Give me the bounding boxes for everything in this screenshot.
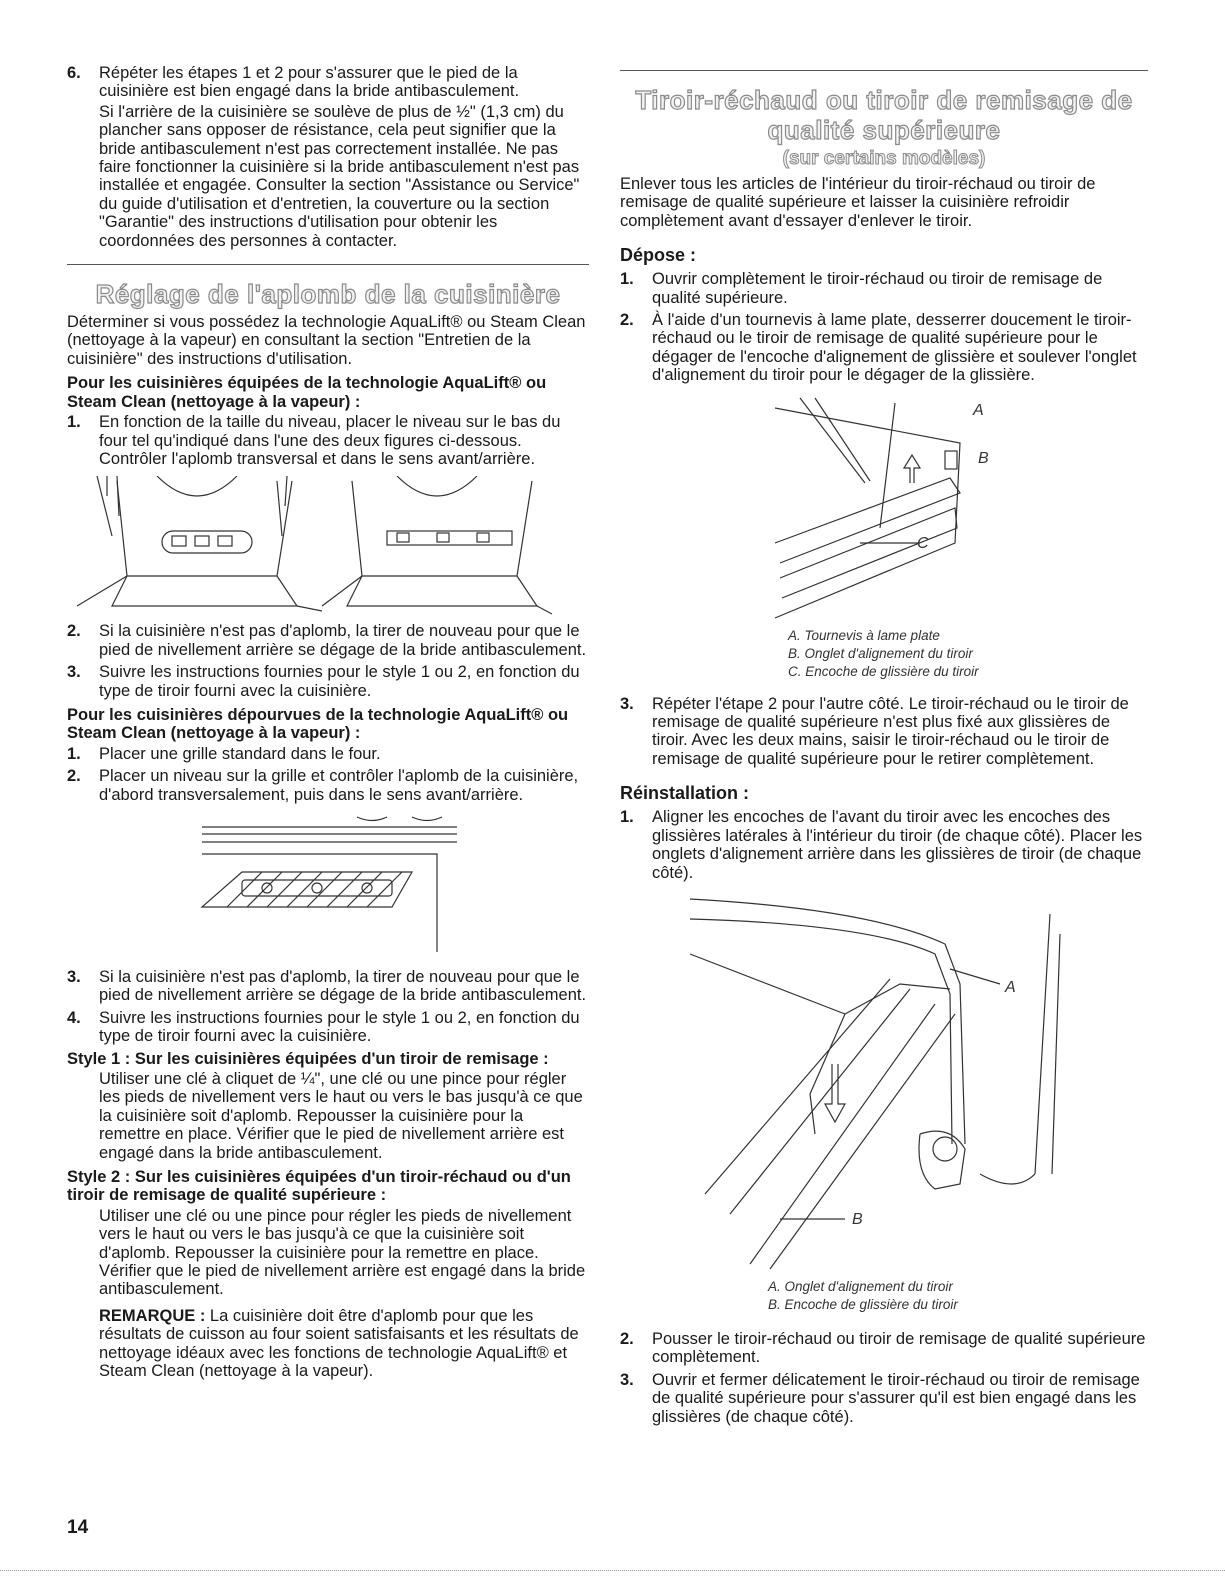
step-text: Suivre les instructions fournies pour le style 1 ou 2, en fonction du type de tiroir fourni avec la cuisinière.	[99, 1008, 580, 1046]
step-number: 2.	[620, 1329, 634, 1348]
list-item	[620, 1330, 1148, 1367]
step-number: 1.	[620, 808, 634, 827]
step-text: Ouvrir et fermer délicatement le tiroir-réchaud ou tiroir de remisage de qualité supérieure pour s'assurer qu'il est bien engagé dans les glissières (de chaque côté).	[652, 1370, 1140, 1426]
list-item	[67, 968, 589, 1005]
step-number: 2.	[67, 622, 81, 641]
remark-text: La cuisinière doit être d'aplomb pour que les résultats de cuisson au four soient satisfaisants et les résultats de nettoyage idéaux avec les fonctions de technologie AquaLift® et Steam Clean (nettoyage à la vapeur).	[99, 1306, 579, 1381]
right-column	[620, 70, 1148, 1426]
figure2-captions	[620, 1278, 1148, 1314]
drawer-title-line1: Tiroir-réchaud ou tiroir de remisage de	[635, 85, 1133, 115]
step-6	[67, 64, 589, 250]
page-bottom-divider	[0, 1570, 1225, 1571]
step-number: 1.	[67, 744, 81, 763]
list-item	[67, 413, 589, 468]
step-number: 3.	[67, 663, 81, 682]
list-item	[67, 1009, 589, 1046]
list-item	[620, 695, 1148, 769]
section-divider	[67, 264, 589, 265]
step-number: 2.	[620, 311, 634, 330]
step-text: Placer un niveau sur la grille et contrôler l'aplomb de la cuisinière, d'abord transversalement, puis dans le sens avant/arrière.	[99, 767, 579, 804]
list-item	[620, 1371, 1148, 1426]
caption: A. Onglet d'alignement du tiroir	[768, 1278, 953, 1294]
step-text: Ouvrir complètement le tiroir-réchaud ou tiroir de remisage de qualité supérieure.	[652, 270, 1103, 307]
step-number: 2.	[67, 767, 81, 786]
step-number: 3.	[620, 1370, 634, 1389]
caption: C. Encoche de glissière du tiroir	[788, 663, 979, 679]
remark-label: REMARQUE :	[99, 1306, 206, 1325]
drawer-reinstall-illustration	[620, 894, 1148, 1274]
step-number: 3.	[67, 967, 81, 986]
step-text: Pousser le tiroir-réchaud ou tiroir de remisage de qualité supérieure complètement.	[652, 1329, 1146, 1367]
drawer-intro: Enlever tous les articles de l'intérieur du tiroir-réchaud ou tiroir de remisage de qualité supérieure et laisser la cuisinière refroidir complètement avant d'essayer d'enlever le tiroir.	[620, 175, 1096, 230]
style2-heading: Style 2 : Sur les cuisinières équipées d'un tiroir-réchaud ou d'un tiroir de remisage de qualité supérieure :	[67, 1168, 571, 1205]
label-a: A	[973, 401, 984, 419]
step-number: 1.	[67, 413, 81, 432]
step-text: Aligner les encoches de l'avant du tiroir avec les encoches des glissières latérales à l'intérieur du tiroir (de chaque côté). Placer les onglets d'alignement arrière dans les glissières de tiroir (de chaque côté).	[652, 808, 1143, 882]
step-text: Répéter les étapes 1 et 2 pour s'assurer que le pied de la cuisinière est bien engagé dans la bride antibasculement.	[99, 64, 520, 101]
rack-level-illustration	[67, 812, 587, 962]
list-item	[67, 767, 589, 804]
list-item	[620, 808, 1148, 882]
drawer-title-line2: qualité supérieure	[767, 115, 1001, 145]
page-number: 14	[67, 1517, 89, 1538]
step-number: 4.	[67, 1008, 81, 1027]
step-text: Répéter l'étape 2 pour l'autre côté. Le tiroir-réchaud ou le tiroir de remisage de qualité supérieure n'est plus fixé aux glissières de tiroir. Avec les deux mains, saisir le tiroir-réchaud ou le tiroir de remisage de qualité supérieure pour le retirer complètement.	[652, 694, 1129, 768]
step-text: Suivre les instructions fournies pour le style 1 ou 2, en fonction du type de tiroir fourni avec la cuisinière.	[99, 663, 580, 700]
label-c: C	[917, 534, 929, 552]
list-item	[67, 663, 589, 700]
label-a: A	[1005, 978, 1016, 996]
step-text: Si la cuisinière n'est pas d'aplomb, la tirer de nouveau pour que le pied de nivellement arrière se dégage de la bride antibasculement.	[99, 967, 587, 1005]
list-item	[67, 622, 589, 659]
caption: B. Encoche de glissière du tiroir	[768, 1296, 958, 1312]
caption: B. Onglet d'alignement du tiroir	[788, 645, 973, 661]
style1-heading: Style 1 : Sur les cuisinières équipées d'un tiroir de remisage :	[67, 1049, 549, 1068]
list-item	[620, 270, 1148, 307]
list-item	[67, 745, 589, 763]
step-text: Si la cuisinière n'est pas d'aplomb, la tirer de nouveau pour que le pied de nivellement arrière se dégage de la bride antibasculement.	[99, 622, 587, 659]
oven-level-illustration	[67, 476, 587, 616]
drawer-removal-illustration	[620, 393, 1148, 623]
step-number: 3.	[620, 694, 634, 713]
step-text: En fonction de la taille du niveau, placer le niveau sur le bas du four tel qu'indiqué dans l'une des deux figures ci-dessous. Contrôler l'aplomb transversal et dans le sens avant/arrière.	[99, 413, 561, 468]
step-number: 1.	[620, 270, 634, 289]
step-text: Placer une grille standard dans le four.	[99, 744, 381, 763]
step-note: Si l'arrière de la cuisinière se soulève de plus de ½" (1,3 cm) du plancher sans opposer de résistance, cela peut signifier que la bride antibasculement n'est pas correctement installée. Ne pas faire fonctionner la cuisinière si la bride antibasculement n'est pas installée et engagée. Consulter la section "Assistance ou Service" du guide d'utilisation et d'entretien, la couverture ou la section "Garantie" des instructions d'utilisation pour obtenir les coordonnées des personnes à contacter.	[99, 102, 580, 250]
with-aqualift-heading: Pour les cuisinières équipées de la technologie AquaLift® ou Steam Clean (nettoyage à la vapeur) :	[67, 374, 547, 411]
drawer-title-sub: (sur certains modèles)	[782, 148, 986, 169]
reinstall-heading: Réinstallation :	[620, 783, 750, 804]
label-b: B	[978, 449, 989, 467]
figure1-captions	[620, 627, 1148, 681]
left-column	[67, 64, 589, 1381]
leveling-intro: Déterminer si vous possédez la technologie AquaLift® ou Steam Clean (nettoyage à la vapeur) en consultant la section "Entretien de la cuisinière" des instructions d'utilisation.	[67, 313, 586, 368]
style1-text: Utiliser une clé à cliquet de ¼", une clé ou une pince pour régler les pieds de nivellement vers le haut ou vers le bas jusqu'à ce que la cuisinière soit d'aplomb. Repousser la cuisinière pour la remettre en place. Vérifier que le pied de nivellement arrière est engagé dans la bride antibasculement.	[99, 1070, 583, 1162]
step-text: À l'aide d'un tournevis à lame plate, desserrer doucement le tiroir-réchaud ou le tiroir de remisage de qualité supérieure pour le dégager de l'encoche d'alignement de glissière et soulever l'onglet d'alignement du tiroir pour le dégager de la glissière.	[652, 311, 1137, 385]
step-number: 6.	[67, 64, 81, 82]
remark	[67, 1307, 589, 1381]
without-aqualift-heading: Pour les cuisinières dépourvues de la technologie AquaLift® ou Steam Clean (nettoyage à la vapeur) :	[67, 705, 569, 743]
caption: A. Tournevis à lame plate	[788, 627, 940, 643]
leveling-title: Réglage de l'aplomb de la cuisinière	[95, 279, 561, 310]
style2-text: Utiliser une clé ou une pince pour régler les pieds de nivellement vers le haut ou vers le bas jusqu'à ce que la cuisinière soit d'aplomb. Repousser la cuisinière pour la remettre en place. Vérifier que le pied de nivellement arrière est engagé dans la bride antibasculement.	[99, 1206, 586, 1299]
removal-heading: Dépose :	[620, 245, 697, 266]
label-b: B	[852, 1210, 863, 1228]
section-divider	[620, 70, 1148, 71]
list-item	[620, 311, 1148, 385]
